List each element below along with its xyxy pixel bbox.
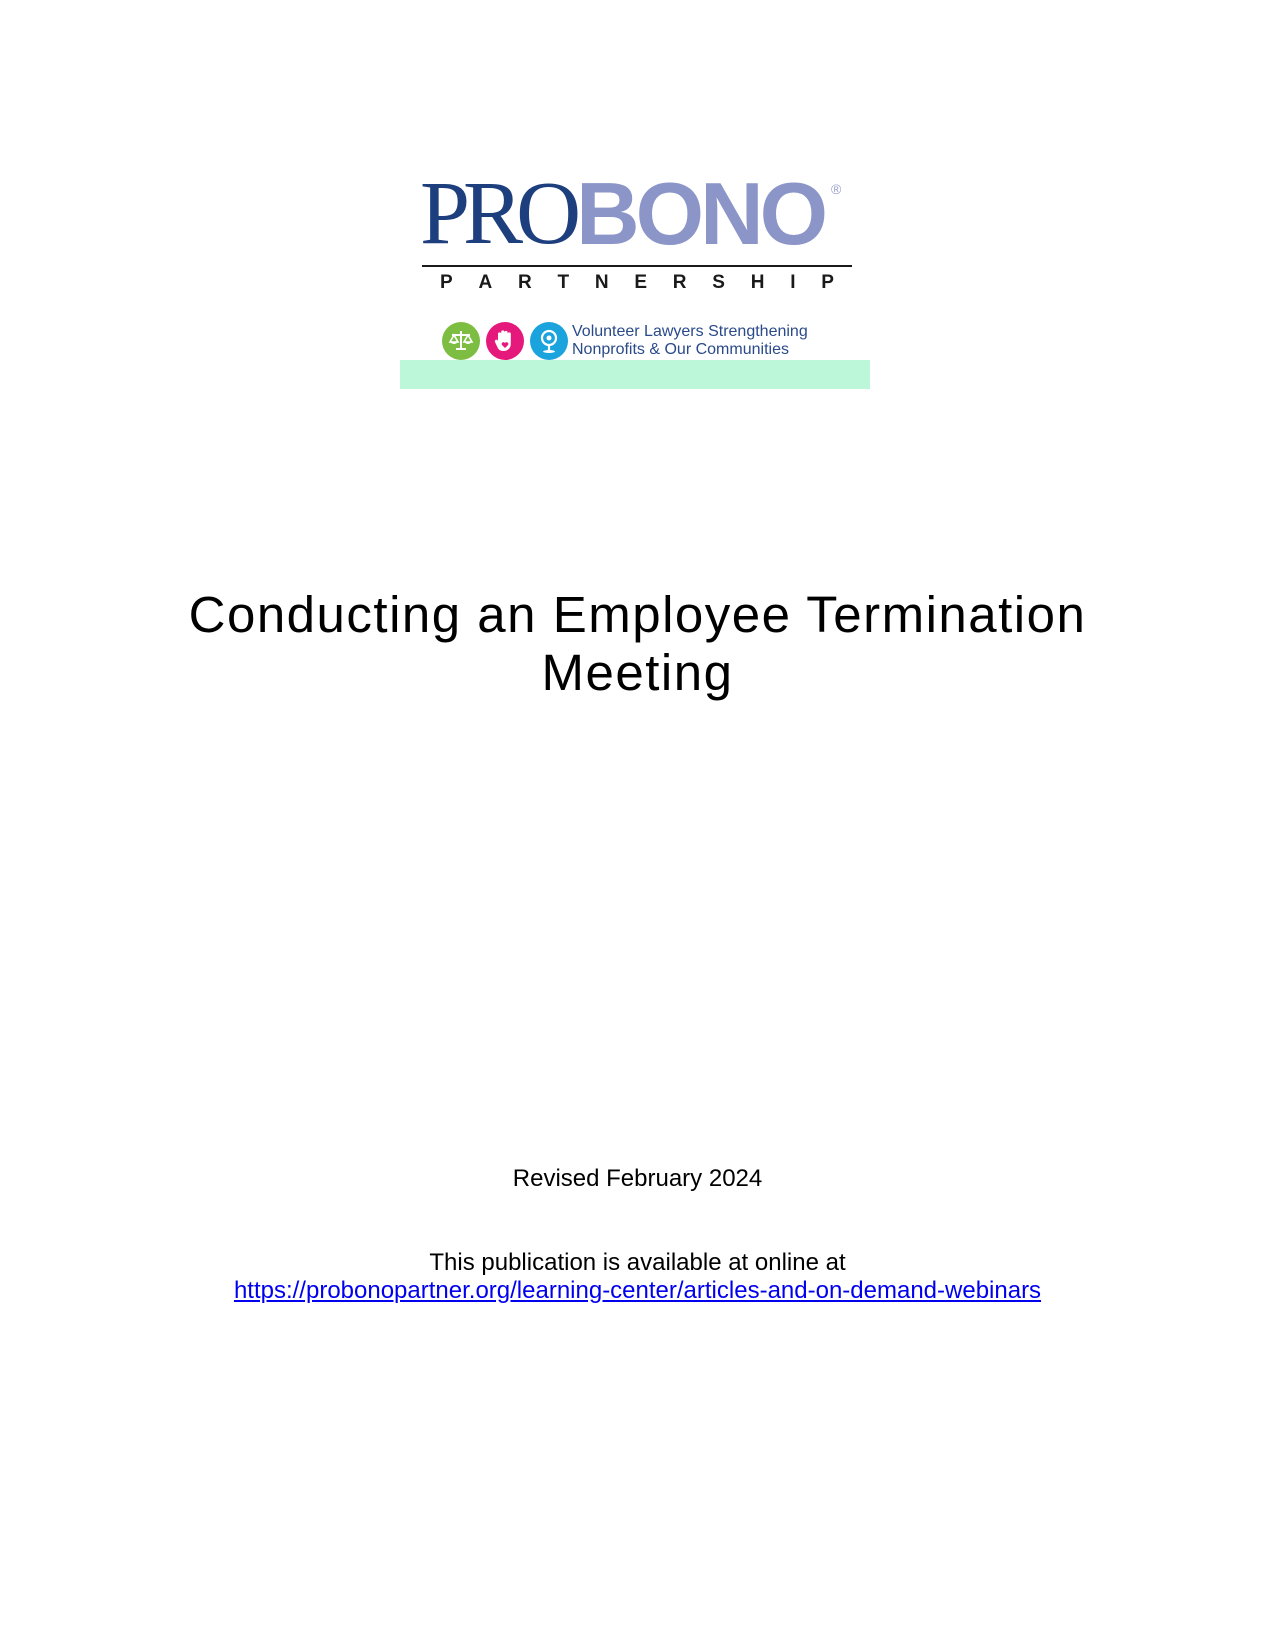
highlight-band bbox=[400, 360, 870, 389]
publication-link[interactable]: https://probonopartner.org/learning-center/articles-and-on-demand-webinars bbox=[233, 1277, 1042, 1304]
tagline-line-1: Volunteer Lawyers Strengthening bbox=[572, 323, 808, 340]
partnership-letter: I bbox=[790, 272, 796, 293]
partnership-letter: E bbox=[634, 272, 648, 293]
scales-icon bbox=[442, 322, 480, 360]
partnership-letter: P bbox=[821, 272, 834, 293]
partnership-letter: H bbox=[750, 272, 765, 293]
revision-date: Revised February 2024 bbox=[512, 1165, 763, 1192]
registered-mark: ® bbox=[831, 181, 842, 197]
partnership-letter: A bbox=[478, 272, 493, 293]
hand-heart-icon bbox=[486, 322, 524, 360]
partnership-letter: R bbox=[517, 272, 532, 293]
logo-wordmark-bono: BONO bbox=[576, 164, 825, 263]
logo-partnership-text bbox=[422, 272, 852, 294]
partnership-letter: T bbox=[557, 272, 570, 293]
availability-text: This publication is available at online at bbox=[429, 1249, 846, 1276]
logo-divider bbox=[422, 265, 852, 267]
document-title-line-2: Meeting bbox=[541, 644, 734, 701]
tagline-line-2: Nonprofits & Our Communities bbox=[572, 341, 789, 358]
partnership-letter: R bbox=[672, 272, 687, 293]
document-title bbox=[0, 586, 1275, 702]
logo-icon-row bbox=[442, 322, 568, 362]
logo-wordmark bbox=[420, 164, 825, 263]
document-title-line-1: Conducting an Employee Termination bbox=[188, 586, 1087, 643]
partnership-letter: N bbox=[594, 272, 609, 293]
logo-tagline bbox=[572, 323, 808, 359]
partnership-letter: S bbox=[712, 272, 725, 293]
availability-note bbox=[0, 1249, 1275, 1305]
logo-wordmark-pro: PRO bbox=[420, 164, 575, 263]
partnership-letter: P bbox=[440, 272, 453, 293]
location-pin-icon bbox=[530, 322, 568, 360]
pro-bono-partnership-logo bbox=[400, 164, 850, 388]
